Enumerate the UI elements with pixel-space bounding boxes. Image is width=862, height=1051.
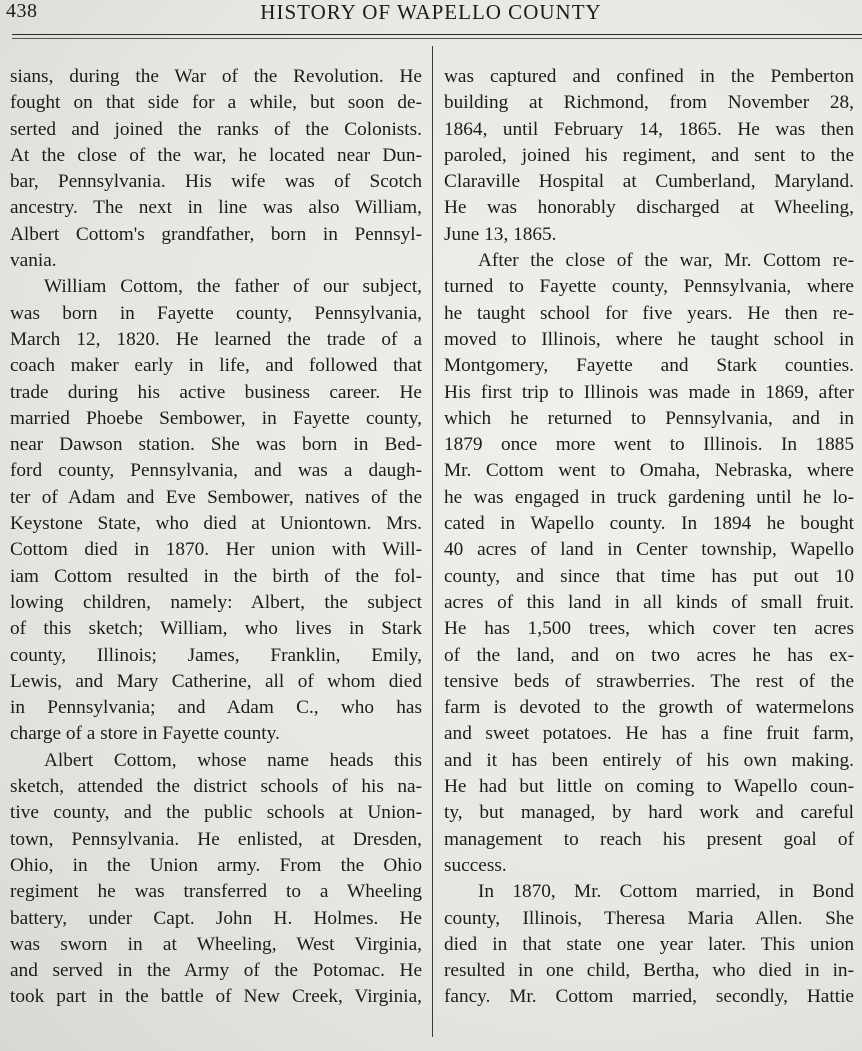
text-line: He had but little on coming to Wapello coun-: [444, 776, 854, 798]
text-line: he taught school for five years. He then re-: [444, 302, 854, 324]
text-line: was sworn in at Wheeling, West Virginia,: [10, 933, 422, 955]
text-line: paroled, joined his regiment, and sent to the: [444, 144, 854, 166]
text-line: 1879 once more went to Illinois. In 1885: [444, 434, 854, 456]
text-line: tensive beds of strawberries. The rest of the: [444, 670, 854, 692]
text-line: farm is devoted to the growth of watermelons: [444, 697, 854, 719]
text-line: management to reach his present goal of: [444, 828, 854, 850]
text-line: county, Illinois, Theresa Maria Allen. She: [444, 907, 854, 929]
text-line: serted and joined the ranks of the Colonists.: [10, 118, 422, 140]
text-line: of this sketch; William, who lives in Stark: [10, 618, 422, 640]
text-line: died in that state one year later. This union: [444, 933, 854, 955]
text-line: which he returned to Pennsylvania, and in: [444, 407, 854, 429]
text-line: county, and since that time has put out 10: [444, 565, 854, 587]
text-line: 1864, until February 14, 1865. He was then: [444, 118, 854, 140]
text-line: Lewis, and Mary Catherine, all of whom died: [10, 670, 422, 692]
text-line: ford county, Pennsylvania, and was a daugh-: [10, 460, 422, 482]
text-line: ty, but managed, by hard work and careful: [444, 802, 854, 824]
text-line: and served in the Army of the Potomac. He: [10, 960, 422, 982]
text-line: coach maker early in life, and followed that: [10, 355, 422, 377]
text-line: he was engaged in truck gardening until he lo-: [444, 486, 854, 508]
text-line: trade during his active business career. He: [10, 381, 422, 403]
text-line: In 1870, Mr. Cottom married, in Bond: [478, 881, 854, 903]
text-line: tive county, and the public schools at Union-: [10, 802, 422, 824]
text-line: iam Cottom resulted in the birth of the fol-: [10, 565, 422, 587]
text-line: bar, Pennsylvania. His wife was of Scotch: [10, 171, 422, 193]
text-line: William Cottom, the father of our subject,: [44, 276, 422, 298]
text-line: His first trip to Illinois was made in 1869, after: [444, 381, 854, 403]
running-head: HISTORY OF WAPELLO COUNTY: [260, 0, 602, 24]
header-rule-secondary: [12, 38, 862, 39]
text-line: ter of Adam and Eve Sembower, natives of the: [10, 486, 422, 508]
text-line: in Pennsylvania; and Adam C., who has: [10, 697, 422, 719]
text-line: cated in Wapello county. In 1894 he bought: [444, 513, 854, 535]
text-line: moved to Illinois, where he taught school in: [444, 328, 854, 350]
text-line: regiment he was transferred to a Wheeling: [10, 881, 422, 903]
text-line: After the close of the war, Mr. Cottom re-: [478, 250, 854, 272]
text-line: Claraville Hospital at Cumberland, Maryland.: [444, 171, 854, 193]
text-line: Ohio, in the Union army. From the Ohio: [10, 854, 422, 876]
text-line: 40 acres of land in Center township, Wapello: [444, 539, 854, 561]
text-line: sians, during the War of the Revolution. He: [10, 66, 422, 87]
text-line: and it has been entirely of his own making.: [444, 749, 854, 771]
text-line: fought on that side for a while, but soon de-: [10, 92, 422, 114]
text-line: success.: [444, 854, 507, 876]
text-line: resulted in one child, Bertha, who died in in-: [444, 960, 854, 982]
text-line: Albert Cottom, whose name heads this: [44, 749, 422, 771]
text-line: battery, under Capt. John H. Holmes. He: [10, 907, 422, 929]
text-line: He was honorably discharged at Wheeling,: [444, 197, 854, 219]
text-line: married Phoebe Sembower, in Fayette county,: [10, 407, 422, 429]
text-line: lowing children, namely: Albert, the subject: [10, 591, 422, 613]
text-line: Keystone State, who died at Uniontown. Mrs.: [10, 513, 422, 535]
text-line: town, Pennsylvania. He enlisted, at Dresden,: [10, 828, 422, 850]
text-line: ancestry. The next in line was also William,: [10, 197, 422, 219]
page-number: 438: [6, 0, 38, 22]
column-divider: [432, 46, 433, 1037]
text-line: was captured and confined in the Pemberton: [444, 66, 854, 87]
text-line: of the land, and on two acres he has ex-: [444, 644, 854, 666]
text-line: Montgomery, Fayette and Stark counties.: [444, 355, 854, 377]
text-line: building at Richmond, from November 28,: [444, 92, 854, 114]
text-line: He has 1,500 trees, which cover ten acres: [444, 618, 854, 640]
text-line: near Dawson station. She was born in Bed-: [10, 434, 422, 456]
text-line: took part in the battle of New Creek, Virginia,: [10, 986, 422, 1008]
text-line: acres of this land in all kinds of small fruit.: [444, 591, 854, 613]
header-rule: [12, 34, 862, 35]
left-column: [10, 64, 422, 1011]
text-line: fancy. Mr. Cottom married, secondly, Hattie: [444, 986, 854, 1008]
text-line: March 12, 1820. He learned the trade of a: [10, 328, 422, 350]
text-line: Cottom died in 1870. Her union with Will-: [10, 539, 422, 561]
text-line: Mr. Cottom went to Omaha, Nebraska, where: [444, 460, 854, 482]
text-line: Albert Cottom's grandfather, born in Pennsyl-: [10, 223, 422, 245]
text-line: At the close of the war, he located near Dun-: [10, 144, 422, 166]
text-line: vania.: [10, 250, 57, 272]
text-line: was born in Fayette county, Pennsylvania,: [10, 302, 422, 324]
text-line: charge of a store in Fayette county.: [10, 723, 280, 745]
text-line: and sweet potatoes. He has a fine fruit farm,: [444, 723, 854, 745]
text-line: turned to Fayette county, Pennsylvania, where: [444, 276, 854, 298]
text-line: June 13, 1865.: [444, 223, 557, 245]
right-column: [444, 64, 854, 1011]
text-line: county, Illinois; James, Franklin, Emily,: [10, 644, 422, 666]
text-line: sketch, attended the district schools of his na-: [10, 776, 422, 798]
